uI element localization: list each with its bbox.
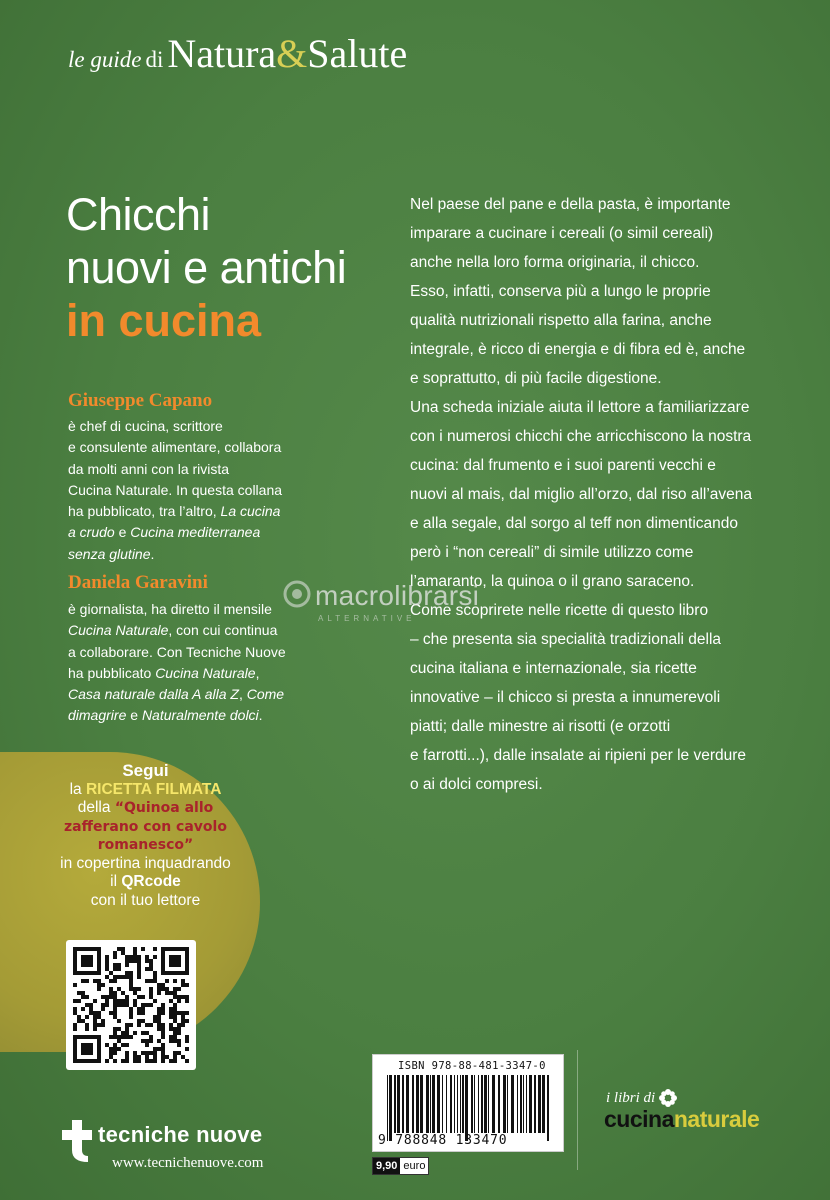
brand-natura: Natura <box>167 31 277 76</box>
promo-line: romanesco” <box>97 837 194 853</box>
description-line: con i numerosi chicchi che arricchiscono la nostra <box>410 428 752 445</box>
description-line: Esso, infatti, conserva più a lungo le proprie <box>410 283 711 300</box>
description-line: Come scoprirete nelle ricette di questo libro <box>410 602 709 619</box>
bio-line: è giornalista, ha diretto il mensile <box>68 601 272 617</box>
bio-line: dimagrire e Naturalmente dolci. <box>68 707 263 724</box>
watermark-subtext: ALTERNATIVE <box>318 614 416 623</box>
promo-line: zafferano con cavolo <box>64 818 227 835</box>
publisher-url[interactable]: www.tecnichenuove.com <box>112 1155 264 1171</box>
author-bio-garavini <box>68 599 328 727</box>
series-logo-prefix: i libri di <box>606 1090 656 1106</box>
description-line: integrale, è ricco di energia e di fibra ed è, anche <box>410 341 746 358</box>
description-line: cucina: dal frumento e i suoi parenti vecchi e <box>410 457 716 474</box>
bio-line: ha pubblicato Cucina Naturale, <box>68 664 260 681</box>
book-title <box>66 188 346 347</box>
bio-line: a crudo e Cucina mediterranea <box>68 524 261 541</box>
promo-line: della “Quinoa allo <box>77 799 214 816</box>
bio-line: Cucina Naturale. In questa collana <box>68 481 283 498</box>
series-prefix: le guide <box>68 47 142 72</box>
description-line: innovative – il chicco si presta a innumerevoli <box>410 689 721 706</box>
author-name-capano: Giuseppe Capano <box>68 390 213 411</box>
price-currency: euro <box>403 1160 426 1172</box>
brand-salute: Salute <box>307 31 408 76</box>
brand-ampersand: & <box>276 31 308 76</box>
series-di: di <box>145 47 164 72</box>
description-line: e alla segale, dal sorgo al teff non dimenticando <box>410 515 739 532</box>
description-line: piatti; dalle minestre ai risotti (e orzotti <box>410 718 671 735</box>
qr-promo-text <box>28 762 263 910</box>
description-line: cucina italiana e internazionale, sia ricette <box>410 660 697 677</box>
isbn-text: ISBN 978-88-481-3347-0 <box>398 1060 546 1072</box>
bio-line: Casa naturale dalla A alla Z, Come <box>68 686 285 703</box>
description-line: imparare a cucinare i cereali (o simil cereali) <box>410 225 714 242</box>
author-name-garavini: Daniela Garavini <box>68 572 208 593</box>
watermark-logo-icon <box>282 574 312 614</box>
description-line: l’amaranto, la quinoa o il grano saraceno. <box>410 573 695 590</box>
description-line: – che presenta sia specialità tradizionali della <box>410 631 722 648</box>
description-line: e soprattutto, di più facile digestione. <box>410 370 662 387</box>
description-line: anche nella loro forma originaria, il chicco. <box>410 254 700 271</box>
divider <box>577 1050 578 1170</box>
description-line: nuovi al mais, dal miglio all’orzo, dal riso all’avena <box>410 486 753 503</box>
promo-line: con il tuo lettore <box>90 891 201 909</box>
price-amount: 9,90 <box>373 1158 400 1174</box>
publisher-name: tecniche nuove <box>98 1122 263 1147</box>
description-line: Nel paese del pane e della pasta, è importante <box>410 196 731 213</box>
series-logo-word: cucinanaturale <box>604 1106 760 1132</box>
promo-line: la RICETTA FILMATA <box>69 780 222 798</box>
promo-lead: Segui <box>122 761 169 780</box>
promo-line: il QRcode <box>110 873 181 890</box>
description-line: qualità nutrizionali rispetto alla farina, anche <box>410 312 712 329</box>
promo-line: in copertina inquadrando <box>60 854 231 872</box>
description-line: però i “non cereali” di simile utilizzo come <box>410 544 694 561</box>
bio-line: ha pubblicato, tra l’altro, La cucina <box>68 503 281 520</box>
bio-line: e consulente alimentare, collabora <box>68 439 282 456</box>
bio-line: da molti anni con la rivista <box>68 460 230 477</box>
description-line: Una scheda iniziale aiuta il lettore a familiarizzare <box>410 399 750 416</box>
ean-digits: 9 788848 133470 <box>378 1133 508 1148</box>
bio-line: Cucina Naturale, con cui continua <box>68 622 278 639</box>
qr-code[interactable] <box>66 940 196 1070</box>
bio-line: è chef di cucina, scrittore <box>68 418 223 434</box>
title-line-3: in cucina <box>66 295 262 346</box>
watermark-text: macrolibrarsi <box>315 580 480 611</box>
price-tag <box>372 1157 429 1175</box>
bio-line: senza glutine. <box>68 545 155 562</box>
title-line-2: nuovi e antichi <box>66 242 347 293</box>
bio-line: a collaborare. Con Tecniche Nuove <box>68 643 286 660</box>
flower-icon <box>658 1088 678 1108</box>
book-description <box>410 190 815 799</box>
tecniche-nuove-logo-icon <box>60 1118 96 1162</box>
author-bio-capano <box>68 416 328 565</box>
qr-code-icon <box>66 940 196 1070</box>
description-line: e farrotti...), dalle insalate ai ripieni per le verdure <box>410 747 746 764</box>
description-line: o ai dolci compresi. <box>410 776 543 793</box>
title-line-1: Chicchi <box>66 189 211 240</box>
series-header <box>68 30 407 77</box>
